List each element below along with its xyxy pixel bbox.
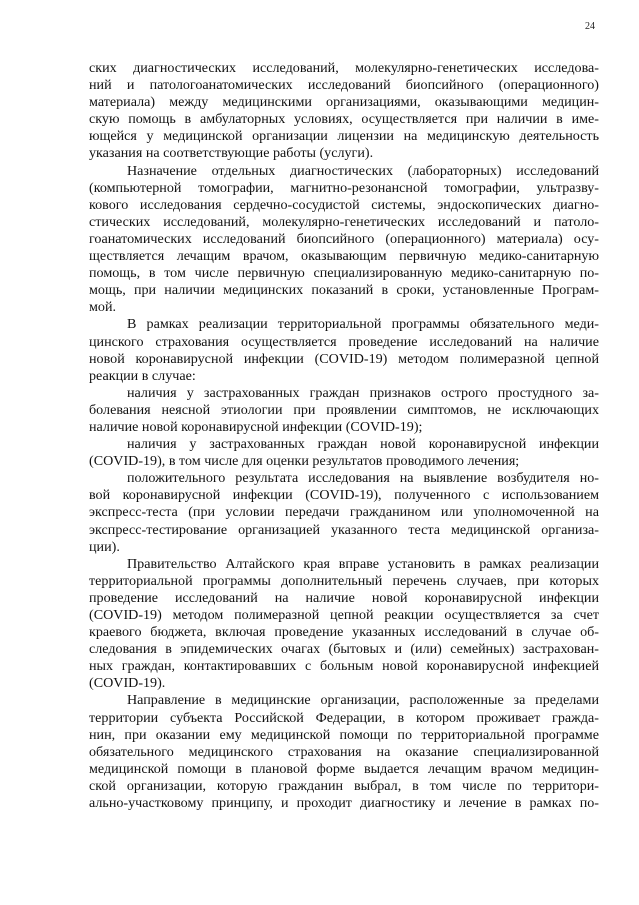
text-line: наличия у застрахованных граждан признаков острого простудного за- [127,384,599,401]
text-line: мой. [89,299,117,316]
text-line: нин, при оказании ему медицинской помощи по территориальной программе [89,726,599,743]
text-line: (COVID-19). [89,675,166,692]
paragraph [89,556,599,693]
paragraph [89,163,599,317]
text-line: гоанатомических исследований биопсийного (операционного) материала) осу- [89,230,599,247]
text-line: ных граждан, контактировавших с больным новой коронавирусной инфекцией [89,658,599,675]
text-line: ющейся у медицинской организации лицензии на медицинскую деятельность [89,128,599,145]
paragraph [89,470,599,555]
text-line: Правительство Алтайского края вправе установить в рамках реализации [127,555,599,572]
text-line: Направление в медицинские организации, расположенные за пределами [127,692,599,709]
paragraph [89,316,599,384]
text-line: вой коронавирусной инфекции (COVID-19), полученного с использованием [89,487,599,504]
text-line: Назначение отдельных диагностических (лабораторных) исследований [127,162,599,179]
text-line: (COVID-19) методом полимеразной цепной реакции осуществляется за счет [89,607,599,623]
text-line: помощь, в том числе первичную специализированную медико-санитарную по- [89,265,599,282]
text-line: В рамках реализации территориальной программы обязательного меди- [127,316,599,333]
text-line: экспресс-теста (при условии передачи гражданином или уполномоченной на [89,504,599,521]
text-line: медицинской помощи в плановой форме выдается лечащим врачом медицин- [89,760,599,777]
text-line: мощь, при наличии медицинских показаний в сроки, установленные Програм- [89,282,599,299]
text-line: следования в эпидемических очагах (бытовых и (или) семейных) застрахован- [89,641,599,658]
text-line: наличия у застрахованных граждан новой коронавирусной инфекции [127,436,599,453]
text-line: ских диагностических исследований, молекулярно-генетических исследова- [89,60,599,76]
text-line: экспресс-тестирование организацией указанного теста медицинской организа- [89,521,599,538]
text-line: скую помощь в амбулаторных условиях, осуществляется при наличии в име- [89,111,599,128]
text-line: территории субъекта Российской Федерации, в котором проживает гражда- [89,709,599,726]
text-line: реакции в случае: [89,367,196,384]
text-line: указания на соответствующие работы (услуги). [89,145,374,162]
text-line: кового исследования сердечно-сосудистой системы, эндоскопических диагно- [89,196,599,213]
text-line: ществляется лечащим врачом, оказывающим первичную медико-санитарную [89,248,599,265]
text-line: новой коронавирусной инфекции (COVID-19) методом полимеразной цепной [89,350,599,367]
paragraph [89,436,599,470]
page-number: 24 [585,21,595,32]
document-body [89,60,599,812]
text-line: ской организации, которую гражданин выбрал, в том числе по территори- [89,777,599,794]
paragraph [89,385,599,436]
text-line: положительного результата исследования на выявление возбудителя но- [127,470,599,487]
text-line: обязательного медицинского страхования на оказание специализированной [89,743,599,760]
paragraph [89,692,599,812]
text-line: (компьютерной томографии, магнитно-резонансной томографии, ультразву- [89,179,599,196]
paragraph [89,60,599,163]
text-line: проведение исследований на наличие новой коронавирусной инфекции [89,589,599,606]
text-line: ции). [89,538,120,555]
text-line: цинского страхования осуществляется проведение исследований на наличие [89,333,599,350]
text-line: краевого бюджета, включая проведение указанных исследований в случае об- [89,624,599,641]
text-line: болевания неясной этиологии при проявлении симптомов, не исключающих [89,401,599,418]
text-line: ально-участковому принципу, и проходит диагностику и лечение в рамках по- [89,795,599,812]
text-line: ний и патологоанатомических исследований биопсийного (операционного) [89,77,599,94]
text-line: материала) между медицинскими организациями, оказывающими медицин- [89,94,599,111]
text-line: наличие новой коронавирусной инфекции (COVID-19); [89,418,423,435]
text-line: территориальной программы дополнительный перечень случаев, при которых [89,572,599,589]
text-line: (COVID-19), в том числе для оценки результатов проводимого лечения; [89,453,520,470]
text-line: стических исследований, молекулярно-генетических исследований и патоло- [89,213,599,230]
